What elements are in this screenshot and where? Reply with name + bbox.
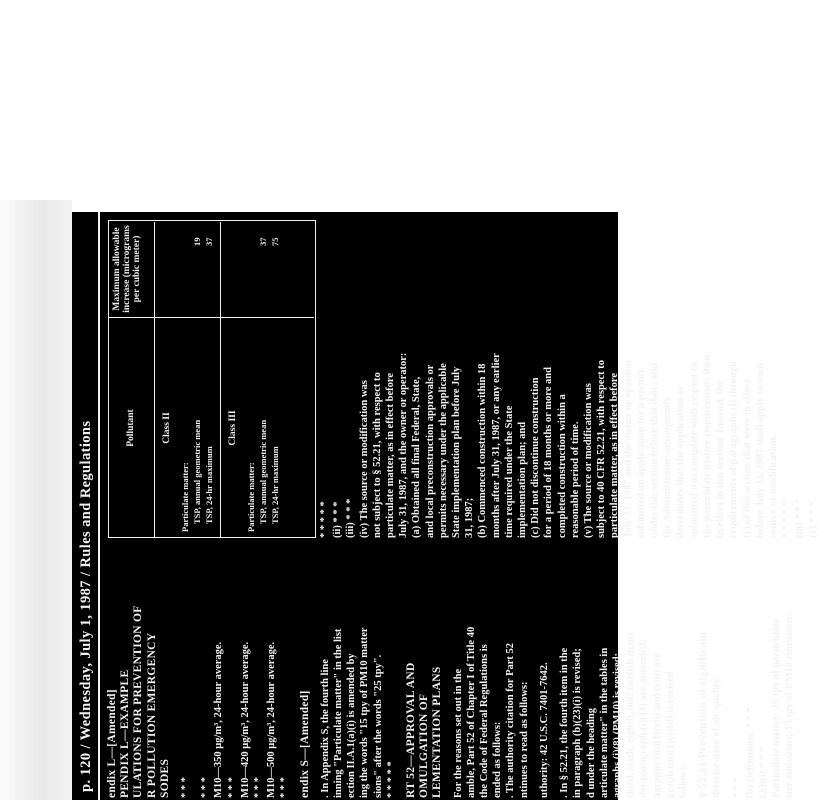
text-line: * * * * * <box>781 501 793 538</box>
text-line: inning "Particulate matter" in the list <box>333 628 345 798</box>
text-line: (iv) The source or modification was <box>358 380 370 538</box>
table-row-value: 37 <box>204 237 214 246</box>
text-line: submitted an application for a permit <box>635 369 647 538</box>
table-row-label: TSP, 24-hr maximum <box>270 446 280 524</box>
line-spacer <box>551 548 558 798</box>
table-row-label: TSP, annual geometric mean <box>258 419 268 524</box>
text-line: implementation plan; and <box>517 421 529 538</box>
text-line: sions" after the words "25 tpy". <box>372 654 384 798</box>
text-line: (c) Did not discontinue construction <box>530 377 542 538</box>
text-line: * * * <box>180 777 192 798</box>
section-heading: LEMENTATION PLANS <box>431 666 444 798</box>
text-line: ended as follows: <box>492 721 504 798</box>
text-line: under this section before that date, and <box>649 363 661 538</box>
table-row-label: Particulate matter: <box>246 462 256 532</box>
text-line: ntinues to read as follows: <box>518 681 530 798</box>
page-header: p. 120 / Wednesday, July 1, 1987 / Rules and Regulations <box>78 420 94 792</box>
text-line: not subject to § 52.21, with respect to <box>371 372 383 538</box>
text-line: Particulate matter: 25 tpy of particulate <box>771 618 783 798</box>
text-line: before July 31, 1987 shall apply to such <box>754 362 766 538</box>
line-spacer <box>172 548 179 798</box>
table-class-iii: Class III <box>228 410 238 446</box>
text-line: (m) * * * <box>794 498 806 538</box>
text-line: reasonable period of time. <box>569 421 581 538</box>
text-line: 31, 1987; <box>464 497 476 538</box>
table-row-label: Particulate matter: <box>180 462 190 532</box>
text-line: * * * <box>226 777 238 798</box>
text-line: in paragraph (b)(23)(i) is revised; <box>572 648 584 798</box>
text-line: ing the words "15 tpy of PM10 matter <box>359 627 371 798</box>
text-line: * * * * * <box>385 761 397 798</box>
text-line: (r) of this section that were in effect <box>741 379 753 538</box>
text-line: . In § 52.21, the fourth item in the <box>559 647 571 798</box>
text-line: for a period of 18 months or more and <box>543 367 555 538</box>
text-line: * * * <box>253 777 265 798</box>
section-heading: § 52.21 Prevention of significant <box>697 630 710 798</box>
table-header-rule <box>154 222 155 538</box>
text-line: articulate matter" in the tables in <box>598 647 610 798</box>
text-line: requirements of paragraphs (l) through <box>728 361 740 538</box>
text-line: deterioration of air quality. <box>711 676 723 798</box>
text-line: follows: <box>677 763 689 798</box>
text-line: subject to 40 CFR 52.21, with respect to <box>596 360 608 538</box>
text-line: July 31, 1987, and the owner or operator: <box>398 352 410 538</box>
text-line: (b) Commenced construction within 18 <box>477 363 489 538</box>
text-line: M10—350 μg/m³, 24-hour average. <box>213 641 225 798</box>
line-spacer <box>292 548 299 798</box>
text-line: July 31, 1987 and the owner or operator <box>622 358 634 538</box>
table-col-pollutant: Pollutant <box>126 409 136 447</box>
table-row-label: TSP, annual geometric mean <box>192 419 202 524</box>
text-line: (ii) * * * <box>332 501 344 538</box>
section-heading: RT 52—APPROVAL AND <box>405 662 418 798</box>
text-line: . The authority citation for Part 52 <box>505 642 517 798</box>
text-line: For the reasons set out in the <box>452 668 464 798</box>
text-line: d under the heading <box>585 708 597 798</box>
text-line: (v) The source or modification was <box>583 383 595 538</box>
text-line: the particulate matter requirements then <box>701 354 713 538</box>
page-edge-shadow <box>0 200 72 800</box>
line-spacer <box>192 548 199 798</box>
section-heading: endix L—[Amended] <box>106 689 118 798</box>
text-line: * * * * * <box>319 501 330 538</box>
text-line: M10—500 μg/m³, 24-hour average. <box>266 641 278 798</box>
text-line: (b) Definitions. * * * <box>744 707 756 798</box>
text-line: agraphs (i)(8) (PM10) is revised; <box>611 652 623 798</box>
section-heading: ULATIONS FOR PREVENTION OF <box>132 605 145 798</box>
text-line: time required under the State <box>503 405 515 538</box>
text-line: the Administrator subsequently <box>662 396 674 538</box>
text-line: (a) Obtained all final Federal, State, <box>411 376 423 538</box>
left-column <box>106 548 796 798</box>
line-spacer <box>690 548 697 798</box>
increment-table <box>108 220 318 538</box>
line-spacer <box>445 548 452 798</box>
section-heading: PENDIX L—EXAMPLE <box>119 669 132 798</box>
text-line: M10—420 μg/m³, 24-hour average. <box>239 641 251 798</box>
section-heading: SODES <box>158 758 171 798</box>
line-spacer <box>312 548 319 798</box>
text-line: determines that the application as <box>675 386 687 538</box>
right-column-text <box>318 220 820 538</box>
section-heading: OMULGATION OF <box>418 693 431 798</box>
text-line: submitted was complete with respect to <box>688 362 700 538</box>
table-row-label: TSP, 24-hr maximum <box>204 446 214 524</box>
line-spacer <box>531 548 538 798</box>
text-line: der paragraph (i)(11) are amended; <box>638 639 650 798</box>
table-divider <box>108 317 314 318</box>
text-line: graph (m)(1)(v)(d) is revised <box>664 671 676 798</box>
table-section-rule <box>220 222 221 538</box>
table-row-value: 37 <box>258 237 268 246</box>
table-col-maximum: Maximum allowable increase (micrograms per cubic meter) <box>112 225 142 313</box>
text-line: . In Appendix S, the fourth line <box>319 659 331 798</box>
line-spacer <box>398 548 405 798</box>
text-line: (1) * * * <box>807 502 819 538</box>
line-spacer <box>724 548 731 798</box>
table-row-value: 75 <box>270 237 280 246</box>
text-line: amble, Part 52 of Chapter I of Title 40 <box>465 626 477 798</box>
text-line: permits necessary under the applicable <box>437 363 449 538</box>
text-line: particulate matter, as in effect before <box>609 372 621 538</box>
text-line: uthority: 42 U.S.C. 7401-7642. <box>538 662 550 798</box>
text-line: ection II.A.1(a)(i) is amended by <box>346 653 358 798</box>
text-line: months after July 31, 1987, or any earlier <box>490 353 502 538</box>
text-line: agraphs (m)(1)(vii) and (viii) are <box>651 652 663 798</box>
table-row-value: 19 <box>192 237 202 246</box>
text-line: * * * <box>731 777 743 798</box>
text-line: * * * <box>279 777 291 798</box>
text-line: State implementation plan before July <box>451 366 463 538</box>
header-rule <box>98 212 100 800</box>
text-line: particulate matter, as in effect before <box>385 372 397 538</box>
text-line: tter emissions; 15 tpy of PM10 emissions. <box>784 614 796 798</box>
rotated-page-content <box>72 212 819 800</box>
text-line: (iii) * * * <box>345 498 357 538</box>
table-class-ii: Class II <box>162 412 172 444</box>
scanned-page <box>72 212 819 800</box>
right-column <box>106 220 819 538</box>
text-line: completed construction within a <box>556 394 568 538</box>
text-line: the Code of Federal Regulations is <box>479 644 491 798</box>
text-line: * * * <box>200 777 212 798</box>
text-line: third, sixth, eighth, and twelfth items <box>625 632 637 798</box>
text-line: in effect in this section. Instead, the <box>715 380 727 538</box>
text-line: and local preconstruction approvals or <box>424 364 436 538</box>
text-line: source or modification. <box>767 434 779 538</box>
section-heading: endix S—[Amended] <box>298 690 311 798</box>
text-line: (23)(i) * * * <box>757 746 769 798</box>
section-heading: R POLLUTION EMERGENCY <box>145 632 158 798</box>
